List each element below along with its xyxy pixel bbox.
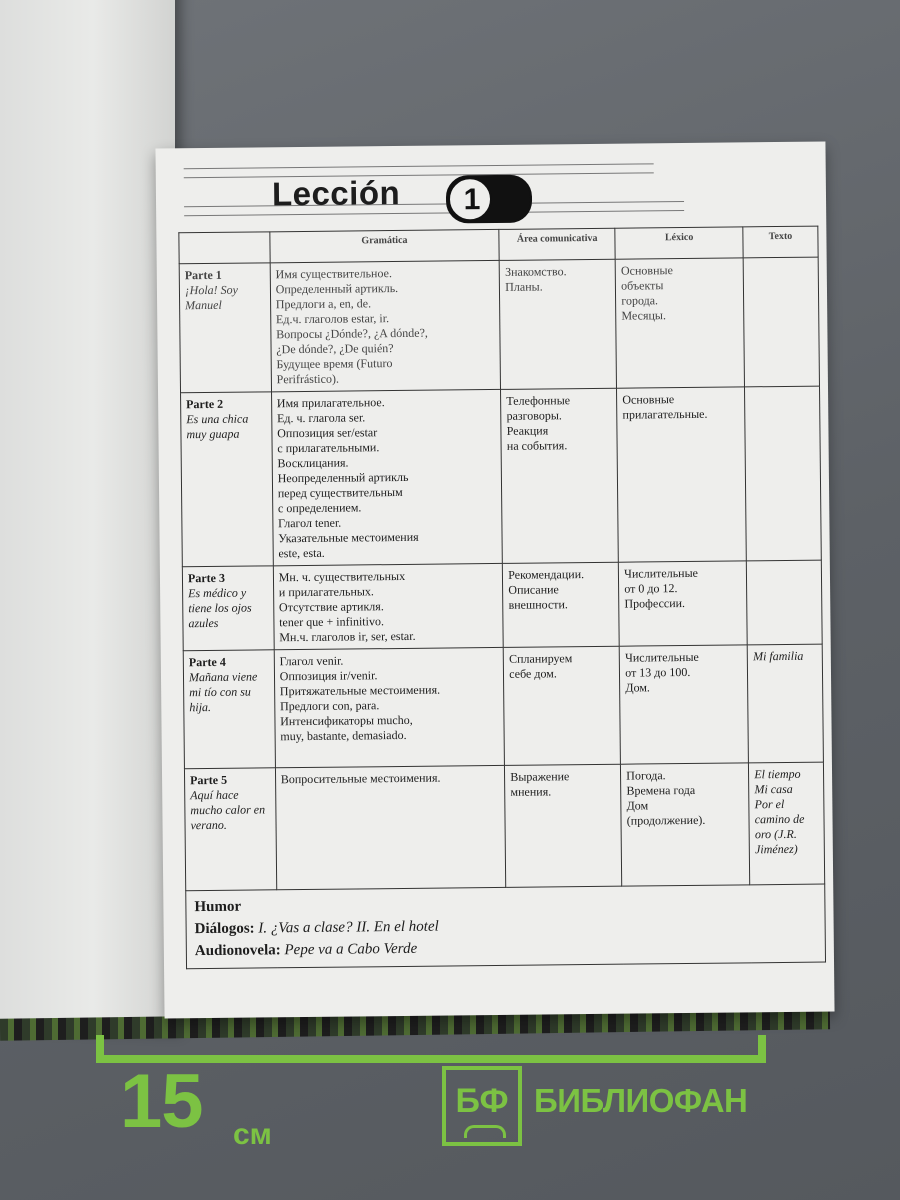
ruler-value: 15	[120, 1059, 203, 1144]
area-line: Реакция	[506, 423, 549, 438]
lexico-line: от 13 до 100.	[625, 664, 691, 680]
left-page	[0, 0, 175, 1034]
texto-cell	[747, 560, 823, 645]
gramatica-line: Вопросы ¿Dónde?, ¿A dónde?,	[276, 325, 428, 342]
part-subtitle: Es una chica muy guapa	[186, 411, 249, 442]
part-subtitle: Aquí hace mucho calor en verano.	[190, 787, 266, 833]
footer-cell	[186, 884, 826, 969]
table-row	[184, 762, 824, 891]
part-cell	[183, 650, 275, 769]
gramatica-line: Глагол venir.	[279, 653, 344, 669]
table-row	[182, 560, 822, 651]
gramatica-line: Будущее время (Futuro	[276, 356, 393, 372]
gramatica-cell	[273, 563, 503, 649]
lexico-line: Дом	[626, 798, 649, 813]
texto-line: El tiempo	[754, 766, 801, 782]
area-line: мнения.	[510, 784, 552, 799]
texto-line: Jiménez)	[754, 841, 798, 857]
audionovela-text: Pepe va a Cabo Verde	[284, 940, 418, 958]
gramatica-line: Оппозиция ser/estar	[277, 425, 378, 441]
lexico-line: города.	[621, 293, 659, 308]
part-label: Parte 4	[188, 654, 226, 670]
texto-line: oro (J.R.	[754, 826, 797, 842]
header-gramatica: Gramática	[270, 229, 500, 262]
gramatica-line: с определением.	[277, 500, 362, 516]
dialogos-text: I. ¿Vas a clase? II. En el hotel	[258, 918, 439, 937]
area-line: разговоры.	[506, 408, 562, 423]
part-cell	[179, 263, 271, 393]
lexico-line: прилагательные.	[622, 406, 708, 422]
part-subtitle: ¡Hola! Soy Manuel	[184, 282, 239, 313]
area-line: Планы.	[505, 279, 543, 294]
gramatica-line: Ед.ч. глаголов estar, ir.	[275, 311, 390, 327]
header-rule-bottom	[184, 201, 684, 216]
header-texto: Texto	[743, 226, 818, 258]
book-page	[155, 142, 834, 1019]
part-label: Parte 1	[184, 267, 222, 283]
texto-cell	[745, 386, 822, 561]
gramatica-line: este, esta.	[278, 545, 325, 561]
lexico-cell	[621, 763, 750, 886]
table-footer-row	[186, 884, 826, 969]
gramatica-line: Указательные местоимения	[278, 529, 419, 546]
gramatica-line: перед существительным	[277, 484, 403, 501]
area-line: на события.	[506, 438, 568, 453]
lesson-number: 1	[463, 183, 481, 217]
footer-humor: Humor	[194, 898, 242, 916]
gramatica-line: Perifrástico).	[276, 371, 340, 387]
area-line: Описание	[508, 582, 559, 597]
area-line: Знакомство.	[504, 264, 567, 279]
gramatica-line: muy, bastante, demasiado.	[280, 727, 407, 744]
part-cell	[182, 566, 274, 651]
lexico-line: Времена года	[626, 782, 696, 798]
header-area: Área comunicativa	[499, 228, 615, 260]
brand-name: БИБЛИОФАН	[534, 1082, 748, 1119]
gramatica-line: Притяжательные местоимения.	[279, 682, 441, 699]
lexico-line: (продолжение).	[626, 812, 706, 828]
table-row	[183, 644, 823, 769]
area-cell	[505, 764, 622, 887]
area-line: себе дом.	[509, 666, 557, 681]
lexico-cell	[619, 645, 748, 764]
lexico-line: Числительные	[624, 649, 699, 665]
gramatica-line: ¿De dónde?, ¿De quién?	[276, 341, 394, 357]
brand-logo-icon	[442, 1066, 522, 1146]
gramatica-line: tener que + infinitivo.	[279, 614, 384, 630]
lexico-line: Месяцы.	[621, 308, 666, 323]
lexico-line: от 0 до 12.	[624, 581, 678, 596]
area-line: Спланируем	[509, 651, 573, 666]
texto-cell	[743, 257, 819, 387]
parts-body	[179, 257, 825, 891]
gramatica-line: Ед. ч. глагола ser.	[276, 410, 366, 426]
area-line: Рекомендации.	[508, 567, 585, 582]
gramatica-line: Предлоги a, en, de.	[275, 296, 372, 312]
area-cell	[503, 646, 620, 765]
brand-logo-text: БФ	[455, 1082, 509, 1120]
lexico-line: Числительные	[624, 565, 699, 581]
gramatica-line: с прилагательными.	[277, 440, 380, 456]
gramatica-line: Предлоги con, para.	[279, 698, 380, 714]
area-cell	[501, 388, 619, 563]
lesson-badge	[446, 175, 532, 224]
gramatica-line: Глагол tener.	[278, 515, 342, 531]
texto-cell	[747, 644, 823, 763]
lexico-line: Основные	[622, 392, 675, 407]
audionovela-label: Audionovela:	[194, 941, 281, 959]
gramatica-line: Имя существительное.	[275, 266, 392, 282]
part-label: Parte 5	[190, 772, 228, 788]
texto-line: Mi casa	[754, 781, 793, 797]
area-line: Выражение	[510, 769, 570, 784]
gramatica-line: и прилагательных.	[278, 584, 374, 600]
part-subtitle: Es médico y tiene los ojos azules	[188, 585, 252, 631]
texto-line: Mi familia	[752, 648, 804, 664]
area-line: внешности.	[508, 597, 568, 612]
lexico-line: Погода.	[626, 768, 666, 783]
gramatica-line: Вопросительные местоимения.	[280, 770, 441, 787]
part-label: Parte 2	[186, 396, 224, 412]
lexico-cell	[615, 258, 744, 388]
area-line: Телефонные	[506, 393, 571, 408]
contents-table	[178, 226, 826, 970]
gramatica-line: Интенсификаторы mucho,	[280, 712, 413, 729]
texto-line: Por el	[754, 796, 785, 812]
lesson-title: Lección	[271, 173, 401, 213]
ruler-unit: см	[233, 1118, 272, 1151]
gramatica-line: Мн.ч. глаголов ir, ser, estar.	[279, 628, 416, 645]
lexico-cell	[617, 387, 747, 562]
gramatica-line: Отсутствие артикля.	[278, 599, 384, 615]
header-rule-top	[184, 163, 654, 178]
lexico-line: Дом.	[625, 680, 650, 695]
gramatica-cell	[274, 647, 505, 767]
open-book-icon	[464, 1125, 506, 1138]
part-cell	[184, 768, 276, 891]
gramatica-cell	[270, 260, 501, 391]
part-cell	[181, 392, 274, 567]
texto-line: camino de	[754, 811, 805, 827]
header-lexico: Léxico	[615, 227, 743, 259]
area-cell	[499, 259, 616, 389]
part-label: Parte 3	[187, 570, 226, 586]
area-cell	[503, 562, 620, 647]
gramatica-cell	[271, 389, 502, 565]
gramatica-cell	[275, 765, 506, 889]
lexico-cell	[619, 561, 748, 646]
texto-cell	[749, 762, 825, 885]
part-subtitle: Mañana viene mi tío con su hija.	[188, 669, 258, 715]
gramatica-line: Мн. ч. существительных	[278, 568, 406, 585]
gramatica-line: Имя прилагательное.	[276, 395, 385, 411]
gramatica-line: Восклицания.	[277, 455, 349, 471]
table-row	[181, 386, 822, 567]
lexico-line: объекты	[621, 278, 664, 293]
dialogos-label: Diálogos:	[194, 920, 255, 937]
lexico-line: Профессии.	[624, 596, 686, 611]
gramatica-line: Определенный артикль.	[275, 280, 399, 297]
gramatica-line: Оппозиция ir/venir.	[279, 668, 378, 684]
gramatica-line: Неопределенный артикль	[277, 469, 409, 486]
table-row	[179, 257, 819, 393]
header-empty	[179, 232, 270, 264]
lexico-line: Основные	[620, 263, 673, 278]
